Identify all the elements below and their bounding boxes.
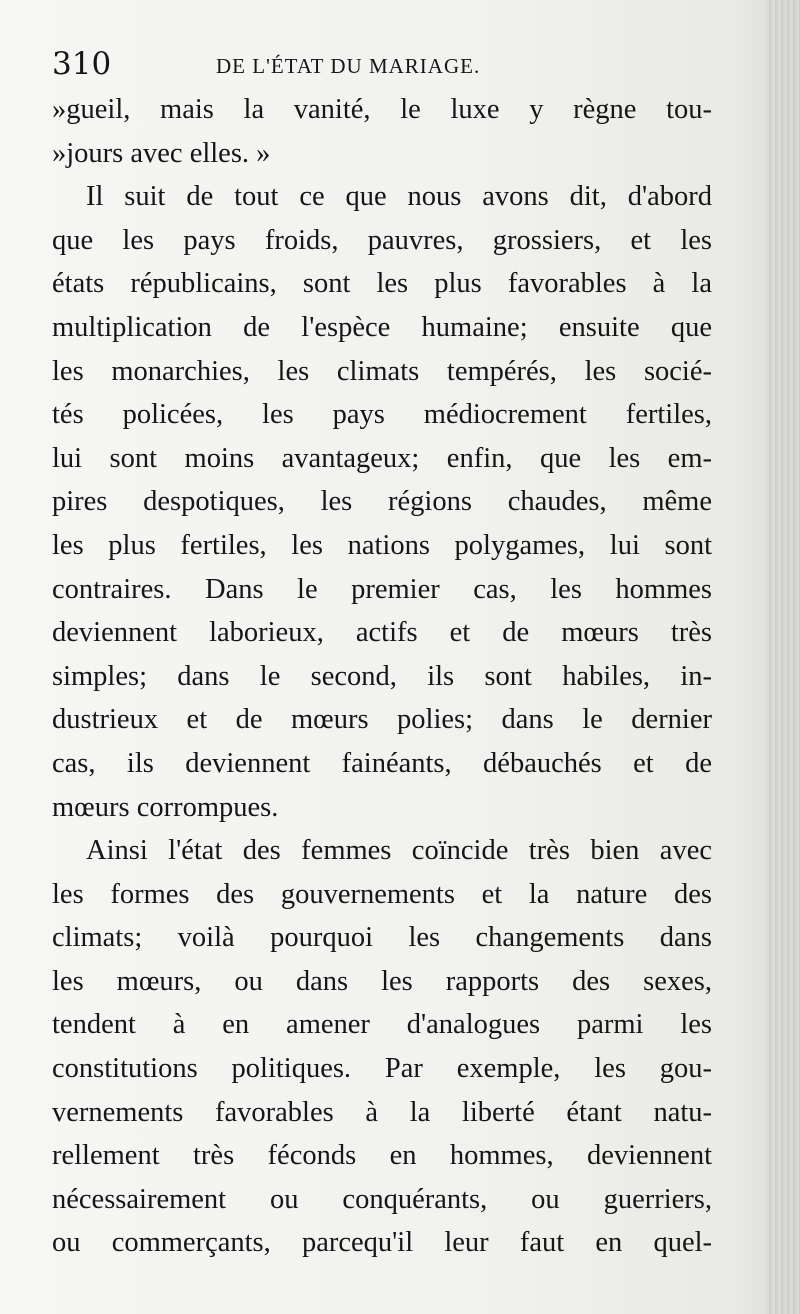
body-text: [52, 88, 712, 1265]
text-line: lui sont moins avantageux; enfin, que les em-: [52, 442, 712, 474]
text-line: dustrieux et de mœurs polies; dans le dernier: [52, 704, 712, 736]
running-title: DE L'ÉTAT DU MARIAGE.: [216, 54, 481, 78]
text-line: ou commerçants, parcequ'il leur faut en quel-: [52, 1227, 712, 1259]
text-line: les mœurs, ou dans les rapports des sexes,: [52, 965, 712, 997]
text-line: les plus fertiles, les nations polygames, lui sont: [52, 529, 712, 561]
text-line: vernements favorables à la liberté étant natu-: [52, 1096, 712, 1128]
text-line: »jours avec elles. »: [52, 137, 271, 169]
page-number: 310: [52, 46, 112, 82]
text-line: multiplication de l'espèce humaine; ensuite que: [52, 311, 712, 343]
text-line: états républicains, sont les plus favorables à la: [52, 268, 712, 300]
page-edge-shadow: [766, 0, 800, 1314]
text-line: cas, ils deviennent fainéants, débauchés et de: [52, 747, 712, 779]
text-line: constitutions politiques. Par exemple, les gou-: [52, 1053, 712, 1085]
text-line: climats; voilà pourquoi les changements dans: [52, 922, 712, 954]
text-line: Il suit de tout ce que nous avons dit, d'abord: [86, 181, 712, 213]
text-line: simples; dans le second, ils sont habiles, in-: [52, 660, 712, 692]
text-line: »gueil, mais la vanité, le luxe y règne tou-: [52, 94, 712, 125]
text-line: mœurs corrompues.: [52, 791, 279, 823]
text-line: pires despotiques, les régions chaudes, même: [52, 486, 712, 518]
text-line: les formes des gouvernements et la nature des: [52, 878, 712, 910]
text-line: Ainsi l'état des femmes coïncide très bien avec: [86, 835, 712, 867]
text-line: rellement très féconds en hommes, deviennent: [52, 1140, 712, 1172]
text-line: tés policées, les pays médiocrement fertiles,: [52, 399, 712, 431]
page-header: [52, 40, 732, 88]
text-line: que les pays froids, pauvres, grossiers, et les: [52, 224, 712, 256]
text-line: deviennent laborieux, actifs et de mœurs très: [52, 617, 712, 649]
text-line: contraires. Dans le premier cas, les hommes: [52, 573, 712, 605]
text-line: nécessairement ou conquérants, ou guerriers,: [52, 1183, 712, 1215]
text-line: les monarchies, les climats tempérés, les socié-: [52, 355, 712, 387]
text-line: tendent à en amener d'analogues parmi les: [52, 1009, 712, 1041]
